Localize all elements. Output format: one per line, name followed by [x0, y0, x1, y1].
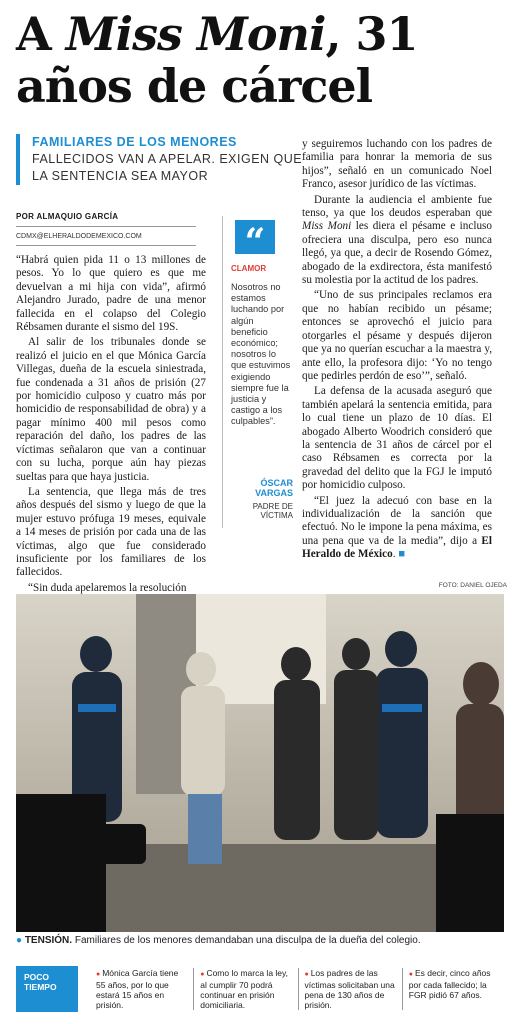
- fact-text: Mónica García tiene 55 años, por lo que estará 15 años en prisión.: [96, 968, 179, 1010]
- fact-bullet-icon: ●: [96, 971, 103, 978]
- article-text: “El juez la adecuó con base en la individualización de la sanción que efectuó. No le impone la pena máxima, es una pena que va de la media”, dijo a: [302, 494, 492, 547]
- poco-tiempo-title-line1: POCO: [24, 972, 50, 982]
- end-mark-icon: ■: [398, 548, 406, 561]
- byline-divider: [16, 226, 196, 227]
- article-paragraph: “Habrá quien pida 11 o 13 millones de pesos. Yo lo que quiero es que me devuelvan a mi hija con vida”, afirmó Alejandro Jurado, padre de una menor fallecida en el colapso del Colegio Rébsamen durante el sismo del 19S.: [16, 254, 206, 334]
- pull-quote: [222, 216, 293, 528]
- article-text: Durante la audiencia el ambiente fue tenso, ya que los deudos esperaban que: [302, 193, 492, 220]
- quote-marks-icon: “: [235, 220, 275, 254]
- article-paragraph: La defensa de la acusada aseguró que también apelará la sentencia emitida, para lo cual tiene un plazo de 10 días. El abogado Alberto Woodrich consideró que la sentencia de 31 años de cárcel por el caso Rébsamen es correcta por la gravedad del delito que la FGJ le imputó por homicidio culposo.: [302, 385, 492, 492]
- poco-tiempo-title-line2: TIEMPO: [24, 982, 57, 992]
- caption-text: Familiares de los menores demandaban una disculpa de la dueña del colegio.: [72, 935, 421, 946]
- poco-tiempo-badge: [16, 966, 78, 1012]
- fact-item: [298, 968, 402, 1010]
- pull-quote-role: PADRE DE VÍCTIMA: [252, 502, 293, 520]
- article-paragraph: Al salir de los tribunales donde se realizó el juicio en el que Mónica García Villegas, dueña de la escuela siniestrada, fue condenada a 31 años de prisión (27 por homicidio culposo y cuatro más por homicidio de responsabilidad de obra) y a pagar mínimo 400 mil pesos como reparación del daño, los padres de las víctimas señalaron que van a continuar con su lucha, porque aún hay piezas sueltas para que haya justicia.: [16, 336, 206, 483]
- caption-label: TENSIÓN.: [24, 935, 73, 946]
- headline-name: Miss Moni: [65, 7, 326, 61]
- deck-highlight: FAMILIARES DE LOS MENORES: [32, 135, 237, 149]
- headline-part1: A: [16, 7, 66, 61]
- pull-quote-text: Nosotros no estamos luchando por algún beneficio económico; nosotros lo que estuvimos exigiendo siempre fue la justicia y castigo a los culpables”.: [231, 282, 291, 427]
- article-paragraph: La sentencia, que llega más de tres años después del sismo y luego de que la mujer estuvo prófuga 19 meses, equivale a 14 meses de prisión por cada una de las víctimas, algo que fue considerado insuficiente por los familiares de los fallecidos.: [16, 485, 206, 579]
- fact-item: [88, 968, 193, 1010]
- caption-bullet-icon: ●: [16, 935, 23, 946]
- headline-part3: , 31 años de cárcel: [16, 7, 418, 113]
- article-paragraph: “Uno de sus principales reclamos era que no habían recibido un pésame; entonces se aprovechó el juicio para otorgarles el pésame y después dijeron que ya no querían escuchar a la maestra y, ante ello, la profesora dijo: ‘Yo no tengo que pedirles perdón de eso’”, señaló.: [302, 289, 492, 382]
- byline-divider-bottom: [16, 245, 196, 246]
- byline-email: CDMX@ELHERALDODEMEXICO.COM: [16, 233, 142, 240]
- article-paragraph: [302, 194, 492, 288]
- fact-item: [193, 968, 297, 1010]
- fact-bullet-icon: ●: [408, 971, 415, 978]
- fact-bullet-icon: ●: [304, 971, 311, 978]
- poco-tiempo-facts: [88, 968, 506, 1010]
- pull-quote-author: ÓSCAR VARGAS: [255, 478, 293, 498]
- article-paragraph: “Sin duda apelaremos la resolución: [28, 581, 187, 594]
- photo-illustration: [16, 594, 504, 932]
- article-italic: Miss Moni: [302, 220, 352, 233]
- fact-bullet-icon: ●: [200, 971, 207, 978]
- photo-caption: [16, 935, 506, 946]
- fact-item: [402, 968, 506, 1010]
- photo-credit: FOTO: DANIEL OJEDA: [438, 582, 507, 589]
- fact-text: Los padres de las víctimas solicitaban una pena de 130 años de prisión.: [304, 968, 395, 1010]
- deck: [16, 134, 307, 185]
- fact-text: Como lo marca la ley, al cumplir 70 podrá continuar en prisión domiciliaria.: [200, 968, 289, 1010]
- article-column-right: [302, 138, 492, 564]
- deck-text: FALLECIDOS VAN A APELAR. EXIGEN QUE LA SENTENCIA SEA MAYOR: [32, 152, 303, 183]
- headline: [16, 8, 506, 112]
- newspaper-name: El Heraldo de México: [302, 534, 492, 561]
- pull-quote-label: CLAMOR: [231, 264, 267, 273]
- article-paragraph: [302, 495, 492, 562]
- article-column-left: [16, 254, 206, 597]
- article-text: .: [392, 548, 396, 561]
- fact-text: Es decir, cinco años por cada fallecido; la FGR pidió 67 años.: [408, 968, 491, 1000]
- news-photo: [16, 594, 504, 932]
- article-text: les diera el pésame e incluso ofreciera una disculpa, pero eso nunca llegó, ya que, a decir de Rosendo Gómez, abogado de la exdirectora, ésta manifestó su molestia por la actitud de los padres.: [302, 220, 492, 287]
- byline: [16, 212, 196, 246]
- byline-author: POR ALMAQUIO GARCÍA: [16, 212, 119, 221]
- article-paragraph: y seguiremos luchando con los padres de familia para honrar la memoria de sus hijos”, señaló en un comunicado Noel Franco, asesor jurídico de las víctimas.: [302, 138, 492, 191]
